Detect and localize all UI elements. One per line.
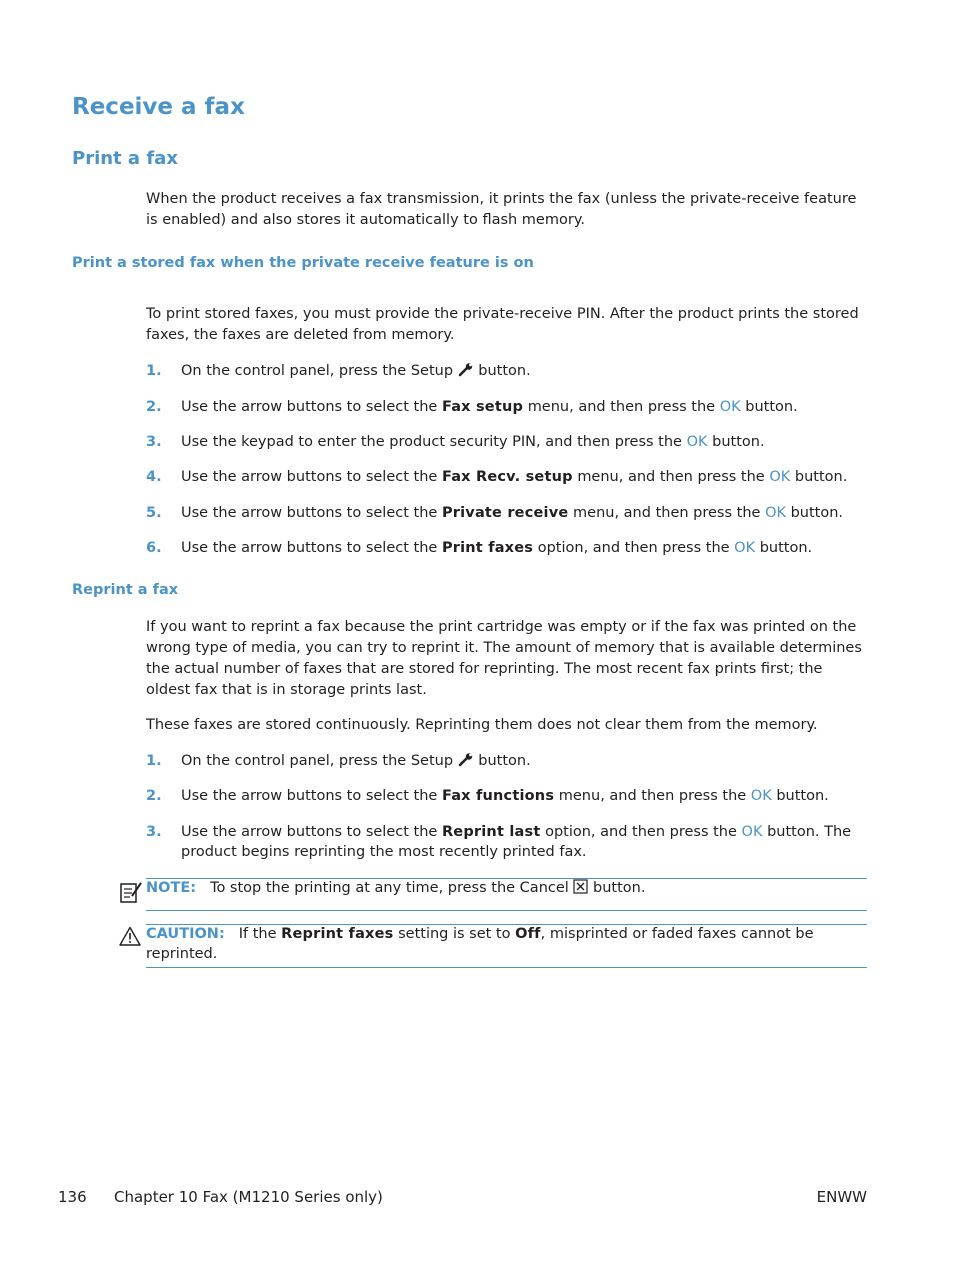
wrench-icon	[458, 362, 474, 377]
chapter-label: Chapter 10 Fax (M1210 Series only)	[114, 1188, 383, 1206]
wrench-icon	[458, 752, 474, 767]
reprint-paragraph-1: If you want to reprint a fax because the print cartridge was empty or if the fax was printed on the wrong type of media, you can try to reprint it. The amount of memory that is available determines the actual number of faxes that are stored for reprinting. The most recent fax prints first; the oldest fax that is in storage prints last.	[146, 619, 862, 698]
list-item: 1. On the control panel, press the Setup button.	[146, 363, 531, 379]
footer-right-label: ENWW	[816, 1188, 867, 1206]
reprint-paragraph-2: These faxes are stored continuously. Reprinting them does not clear them from the memory.	[146, 717, 818, 733]
subheading-reprint: Reprint a fax	[72, 582, 179, 598]
note-icon	[118, 880, 144, 904]
warning-triangle-icon	[119, 926, 141, 946]
list-item: 3. Use the arrow buttons to select the Reprint last option, and then press the OK button. The product begins reprinting the most recently printed fax.	[146, 824, 852, 860]
note-bottom-rule	[146, 910, 867, 911]
list-item: 6. Use the arrow buttons to select the Print faxes option, and then press the OK button.	[146, 540, 813, 556]
page-number: 136	[58, 1188, 87, 1206]
list-item: 2. Use the arrow buttons to select the Fax setup menu, and then press the OK button.	[146, 399, 798, 415]
subheading-stored-fax: Print a stored fax when the private receive feature is on	[72, 255, 534, 271]
list-item: 4. Use the arrow buttons to select the Fax Recv. setup menu, and then press the OK button.	[146, 469, 848, 485]
list-item: 2. Use the arrow buttons to select the Fax functions menu, and then press the OK button.	[146, 788, 829, 804]
caution-text: CAUTION: If the Reprint faxes setting is set to Off, misprinted or faded faxes cannot be reprinted.	[146, 926, 814, 962]
stored-intro-paragraph: To print stored faxes, you must provide the private-receive PIN. After the product prints the stored faxes, the faxes are deleted from memory.	[146, 306, 859, 343]
note-text: NOTE: To stop the printing at any time, press the Cancel button.	[146, 880, 646, 896]
intro-paragraph: When the product receives a fax transmission, it prints the fax (unless the private-receive feature is enabled) and also stores it automatically to flash memory.	[146, 191, 857, 228]
caution-bottom-rule	[146, 967, 867, 968]
list-item: 5. Use the arrow buttons to select the Private receive menu, and then press the OK button.	[146, 505, 844, 521]
list-item: 3. Use the keypad to enter the product security PIN, and then press the OK button.	[146, 434, 765, 450]
list-item: 1. On the control panel, press the Setup button.	[146, 753, 531, 769]
cancel-x-icon	[573, 879, 588, 894]
section-heading-print-a-fax: Print a fax	[72, 148, 178, 169]
page-title: Receive a fax	[72, 94, 245, 120]
